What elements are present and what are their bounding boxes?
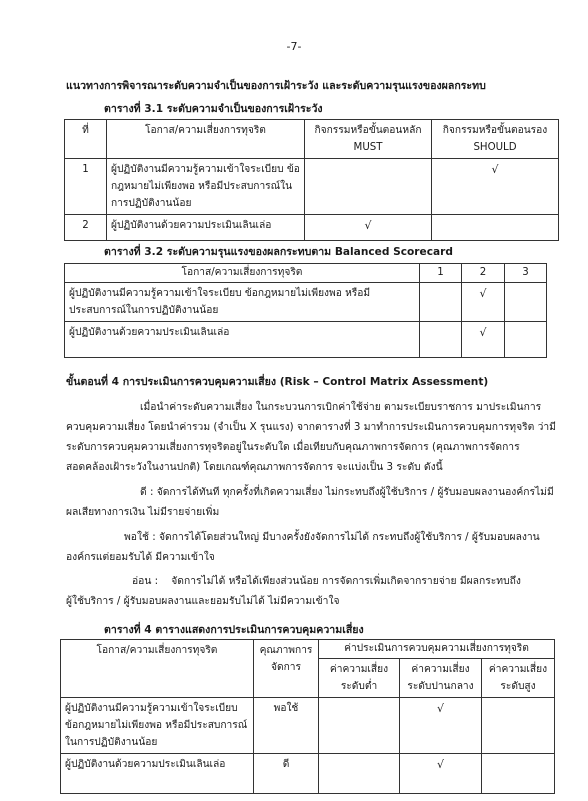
risk-cell	[65, 283, 420, 322]
page-number: -7-	[286, 40, 302, 53]
header-mid	[400, 659, 482, 698]
header-low	[319, 659, 400, 698]
row-number: 2	[65, 215, 107, 241]
low-cell	[319, 754, 400, 794]
header-low-line: ระดับต่ำ	[340, 681, 378, 692]
header-risk: โอกาส/ความเสี่ยงการทุจริต	[65, 264, 420, 283]
header-level-2: 2	[462, 264, 505, 283]
table-4	[60, 639, 555, 794]
risk-text: การปฏิบัติงานน้อย	[111, 198, 192, 209]
table-3-1	[64, 119, 559, 241]
header-no: ที่	[65, 120, 107, 159]
header-must: MUST	[353, 142, 383, 153]
risk-cell: ผู้ปฏิบัติงานด้วยความประเมินเลินเล่อ	[61, 754, 254, 794]
criteria-fair-cont: องค์กรแต่ยอมรับได้ มีความเข้าใจ	[66, 551, 215, 563]
must-cell: √	[305, 215, 432, 241]
paragraph-line: ระดับการควบคุมความเสี่ยงการทุจริตอยู่ในระดับใด เมื่อเทียบกับคุณภาพการจัดการ (คุณภาพการจัดการ	[66, 441, 520, 453]
header-level-3: 3	[505, 264, 547, 283]
level-2-cell: √	[462, 322, 505, 358]
header-quality-line: คุณภาพการ	[259, 645, 313, 656]
table-row	[65, 322, 547, 358]
header-high-line: ระดับสูง	[500, 681, 536, 692]
table-header-row	[61, 640, 555, 659]
level-3-cell	[505, 283, 547, 322]
risk-text: ประสบการณ์ในการปฏิบัติงานน้อย	[69, 305, 219, 316]
header-quality	[254, 640, 319, 698]
should-cell	[432, 215, 559, 241]
table-header-row	[65, 120, 559, 159]
level-1-cell	[420, 283, 462, 322]
level-3-cell	[505, 322, 547, 358]
section-heading: แนวทางการพิจารณาระดับความจำเป็นของการเฝ้าระวัง และระดับความรุนแรงของผลกระทบ	[66, 80, 486, 92]
table-row	[65, 159, 559, 215]
table-row	[61, 754, 555, 794]
mid-cell: √	[400, 754, 482, 794]
risk-text: ผู้ปฏิบัติงานมีความรู้ความเข้าใจระเบียบ ข้อกฎหมายไม่เพียงพอ หรือมี	[69, 288, 371, 299]
low-cell	[319, 698, 400, 754]
header-main-activity	[305, 120, 432, 159]
header-risk: โอกาส/ความเสี่ยงการทุจริต	[61, 640, 254, 698]
criteria-weak: อ่อน : จัดการไม่ได้ หรือได้เพียงส่วนน้อย การจัดการเพิ่มเกิดจากรายจ่าย มีผลกระทบถึง	[132, 575, 521, 587]
risk-cell	[61, 698, 254, 754]
high-cell	[482, 754, 555, 794]
quality-cell: ดี	[254, 754, 319, 794]
header-secondary-activity	[432, 120, 559, 159]
risk-text: ในการปฏิบัติงานน้อย	[65, 737, 158, 748]
row-number: 1	[65, 159, 107, 215]
paragraph-line: สอดคล้องเฝ้าระวังในงานปกติ) โดยเกณฑ์คุณภาพการจัดการ จะแบ่งเป็น 3 ระดับ ดังนี้	[66, 461, 443, 473]
header-high	[482, 659, 555, 698]
risk-cell: ผู้ปฏิบัติงานด้วยความประเมินเลินเล่อ	[107, 215, 305, 241]
level-1-cell	[420, 322, 462, 358]
table-row	[65, 215, 559, 241]
header-secondary-label: กิจกรรมหรือขั้นตอนรอง	[442, 125, 548, 136]
header-mid-line: ค่าความเสี่ยง	[411, 664, 470, 675]
header-low-line: ค่าความเสี่ยง	[329, 664, 389, 675]
header-risk: โอกาส/ความเสี่ยงการทุจริต	[107, 120, 305, 159]
criteria-weak-cont: ผู้ใช้บริการ / ผู้รับมอบผลงานและยอมรับไม่ได้ ไม่มีความเข้าใจ	[66, 595, 340, 607]
table-caption: ตารางที่ 3.2 ระดับความรุนแรงของผลกระทบตาม Balanced Scorecard	[104, 246, 453, 258]
quality-cell: พอใช้	[254, 698, 319, 754]
high-cell	[482, 698, 555, 754]
criteria-fair: พอใช้ : จัดการได้โดยส่วนใหญ่ มีบางครั้งยังจัดการไม่ได้ กระทบถึงผู้ใช้บริการ / ผู้รับมอบผลงาน	[124, 531, 540, 543]
table-caption: ตารางที่ 4 ตารางแสดงการประเมินการควบคุมความเสี่ยง	[104, 624, 364, 636]
step-heading: ขั้นตอนที่ 4 การประเมินการควบคุมความเสี่ยง (Risk – Control Matrix Assessment)	[66, 376, 489, 388]
header-level-1: 1	[420, 264, 462, 283]
criteria-good-cont: ผลเสียทางการเงิน ไม่มีรายจ่ายเพิ่ม	[66, 506, 220, 518]
risk-text: ผู้ปฏิบัติงานมีความรู้ความเข้าใจระเบียบ	[65, 703, 238, 714]
header-quality-line: จัดการ	[271, 662, 301, 673]
table-header-row	[65, 264, 547, 283]
header-main-label: กิจกรรมหรือขั้นตอนหลัก	[314, 125, 422, 136]
paragraph-line: เมื่อนำค่าระดับความเสี่ยง ในกระบวนการเบิกค่าใช้จ่าย ตามระเบียบราชการ มาประเมินการ	[140, 401, 542, 413]
header-mid-line: ระดับปานกลาง	[407, 681, 474, 692]
criteria-good: ดี : จัดการได้ทันที ทุกครั้งที่เกิดความเสี่ยง ไม่กระทบถึงผู้ใช้บริการ / ผู้รับมอบผลงานองค์กรไม่มี	[140, 486, 554, 498]
table-row	[61, 698, 555, 754]
header-should: SHOULD	[473, 142, 517, 153]
level-2-cell: √	[462, 283, 505, 322]
risk-text: ข้อกฎหมายไม่เพียงพอ หรือมีประสบการณ์	[65, 720, 248, 731]
table-caption: ตารางที่ 3.1 ระดับความจำเป็นของการเฝ้าระวัง	[104, 103, 323, 115]
should-cell: √	[432, 159, 559, 215]
risk-cell: ผู้ปฏิบัติงานด้วยความประเมินเลินเล่อ	[65, 322, 420, 358]
table-row	[65, 283, 547, 322]
risk-text: กฎหมายไม่เพียงพอ หรือมีประสบการณ์ใน	[111, 181, 293, 192]
mid-cell: √	[400, 698, 482, 754]
header-assessment: ค่าประเมินการควบคุมความเสี่ยงการทุจริต	[319, 640, 555, 659]
header-high-line: ค่าความเสี่ยง	[488, 664, 548, 675]
table-3-2	[64, 263, 547, 358]
must-cell	[305, 159, 432, 215]
risk-cell	[107, 159, 305, 215]
risk-text: ผู้ปฏิบัติงานมีความรู้ความเข้าใจระเบียบ ข้อ	[111, 164, 300, 175]
paragraph-line: ควบคุมความเสี่ยง โดยนำค่ารวม (จำเป็น X รุนแรง) จากตารางที่ 3 มาทำการประเมินการควบคุมการทุจริต ว่ามี	[66, 421, 556, 433]
